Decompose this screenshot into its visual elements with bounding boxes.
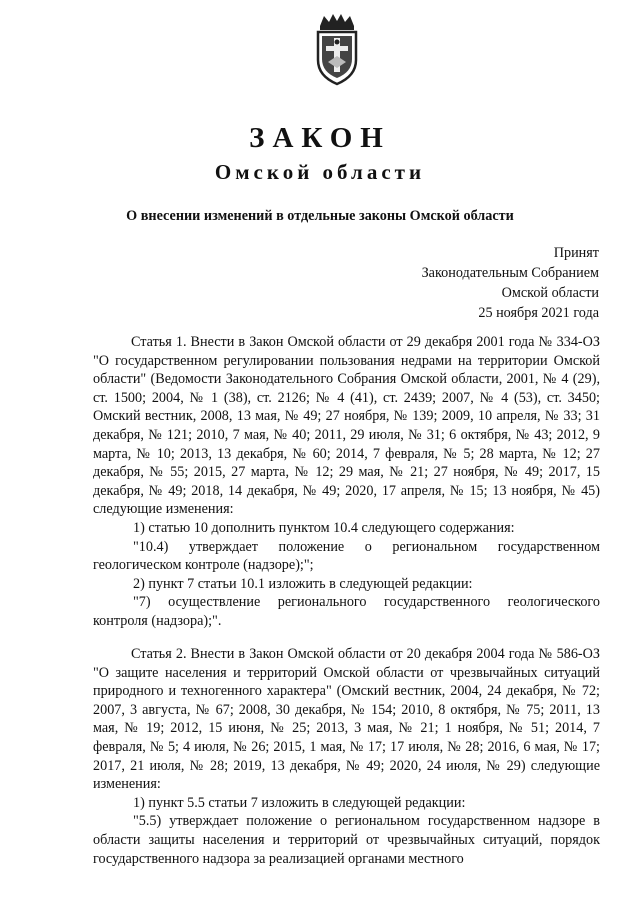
article-2 bbox=[93, 645, 600, 868]
article-1-item-1-text: "10.4) утверждает положение о региональном государственном геологическом контроле (надзоре);"; bbox=[93, 538, 600, 574]
article-2-intro: Статья 2. Внести в Закон Омской области от 20 декабря 2004 года № 586-ОЗ "О защите населения и территорий Омской области от чрезвычайных ситуаций природного и техногенного характера" (Омский вестник, 2004, 24 декабря, № 72; 2007, 3 августа, № 67; 2008, 30 декабря, № 154; 2010, 8 октября, № 75; 2011, 13 мая, № 19; 2012, 15 июня, № 25; 2013, 3 мая, № 21; 1 ноября, № 51; 2014, 7 февраля, № 5; 4 июля, № 26; 2015, 1 мая, № 17; 17 июля, № 28; 2016, 6 мая, № 17; 2017, 21 июля, № 28; 2019, 13 декабря, № 49; 2020, 24 июля, № 29) следующие изменения: bbox=[93, 646, 600, 793]
adopted-label: Принят bbox=[553, 245, 599, 261]
article-1-item-1: 1) статью 10 дополнить пунктом 10.4 следующего содержания: bbox=[133, 519, 515, 536]
article-1-item-2: 2) пункт 7 статьи 10.1 изложить в следующей редакции: bbox=[133, 575, 473, 592]
law-subject: О внесении изменений в отдельные законы Омской области bbox=[126, 208, 514, 224]
adoption-date: 25 ноября 2021 года bbox=[478, 305, 599, 321]
adopted-by-region: Омской области bbox=[501, 285, 599, 301]
article-1 bbox=[93, 333, 600, 631]
article-2-item-1-text: "5.5) утверждает положение о региональном государственном надзоре в области защиты населения и территорий от чрезвычайных ситуаций, порядок государственного надзора за реализацией органами местного bbox=[93, 813, 600, 867]
region-name: Омской области bbox=[214, 160, 426, 184]
article-1-item-2-text: "7) осуществление регионального государственного геологического контроля (надзора);". bbox=[93, 594, 600, 629]
omsk-coat-of-arms-icon bbox=[312, 12, 362, 86]
article-1-intro: Статья 1. Внести в Закон Омской области от 29 декабря 2001 года № 334-ОЗ "О государственном регулировании пользования недрами на территории Омской области" (Ведомости Законодательного Собрания Омской области, 2001, № 4 (29), ст. 1500; 2004, № 1 (38), ст. 2126; № 4 (41), ст. 2439; 2007, № 4 (53), ст. 3450; Омский вестник, 2008, 13 мая, № 49; 27 ноября, № 139; 2009, 10 апреля, № 33; 31 декабря, № 121; 2010, 7 мая, № 40; 2011, 29 июля, № 31; 6 октября, № 43; 2012, 9 марта, № 10; 2013, 13 декабря, № 60; 2014, 7 февраля, № 5; 28 марта, № 12; 27 декабря, № 55; 2015, 27 марта, № 12; 29 мая, № 21; 27 ноября, № 49; 2017, 15 декабря, № 49; 2018, 14 декабря, № 49; 2020, 17 апреля, № 15; 13 ноября, № 45) следующие изменения: bbox=[93, 334, 600, 518]
adopted-by: Законодательным Собранием bbox=[421, 265, 599, 281]
adoption-block bbox=[422, 243, 599, 323]
law-title: ЗАКОН bbox=[249, 122, 391, 154]
article-2-item-1: 1) пункт 5.5 статьи 7 изложить в следующей редакции: bbox=[133, 794, 466, 811]
